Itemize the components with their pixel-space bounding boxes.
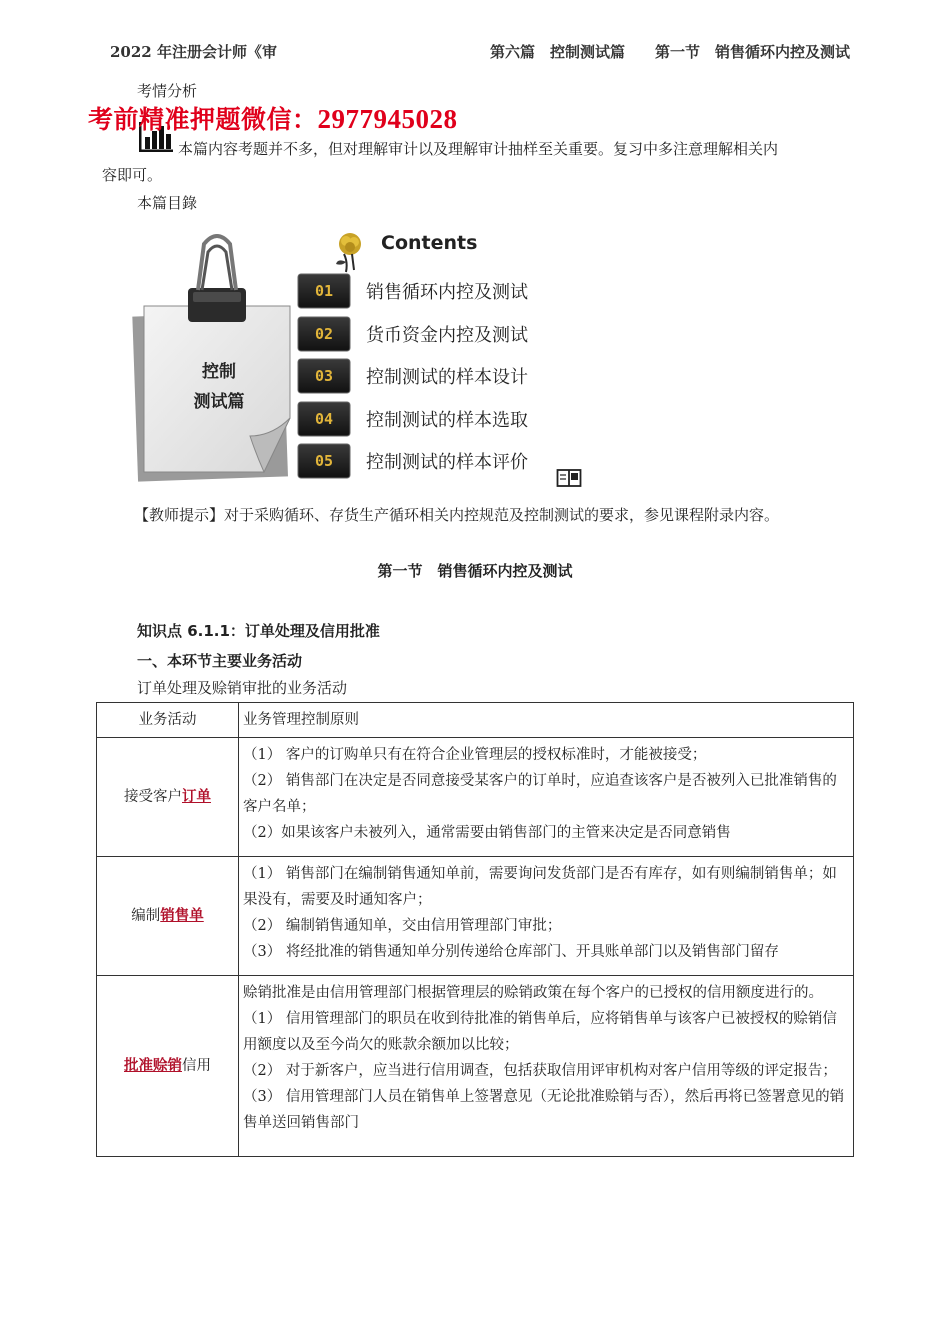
principle-line: （1） 销售部门在编制销售通知单前，需要询问发货部门是否有库存，如有则编制销售单；如果没有，需要及时通知客户； <box>243 866 837 908</box>
header-principles: 业务管理控制原则 <box>239 703 854 738</box>
toc-graphic <box>130 222 590 486</box>
activity-suffix: 信用 <box>182 1058 211 1074</box>
activity-link-sales-order[interactable]: 销售单 <box>160 907 204 924</box>
activity-link-credit-approval[interactable]: 批准赊销 <box>124 1057 182 1074</box>
principle-line: （1） 信用管理部门的职员在收到待批准的销售单后，应将销售单与该客户已被授权的赊销信用额度以及至今尚欠的账款余额加以比较； <box>243 1011 837 1053</box>
business-activity-table <box>96 702 854 1157</box>
table-caption: 订单处理及赊销审批的业务活动 <box>137 679 348 697</box>
activity-link-order[interactable]: 订单 <box>182 788 211 805</box>
toc-heading: 本篇目錄 <box>137 194 198 212</box>
section-title: 第一节 销售循环内控及测试 <box>377 562 573 580</box>
principle-line: （2）如果该客户未被列入，通常需要由销售部门的主管来决定是否同意销售 <box>243 825 731 841</box>
toc-item-5-number: 05 <box>314 452 334 470</box>
toc-card-line2: 测试篇 <box>193 392 245 412</box>
activity-prefix: 编制 <box>131 908 161 924</box>
watermark-text <box>88 100 458 136</box>
principle-line: （2） 编制销售通知单，交由信用管理部门审批； <box>243 918 562 934</box>
table-row <box>97 976 854 1157</box>
toc-card-line1: 控制 <box>202 362 236 382</box>
activity-prefix: 接受客户 <box>124 789 182 805</box>
analysis-body-line1: 本篇内容考题并不多，但对理解审计以及理解审计抽样至关重要。复习中多注意理解相关内 <box>178 140 779 158</box>
principles-cell <box>239 857 854 976</box>
toc-graphic-art <box>130 222 590 486</box>
toc-item-5-label: 控制测试的样本评价 <box>366 452 528 473</box>
toc-item-3-label: 控制测试的样本设计 <box>366 367 528 388</box>
running-header-left: 2022 年注册会计师《审 <box>110 43 277 61</box>
principle-line: （3） 信用管理部门人员在销售单上签署意见（无论批准赊销与否），然后再将已签署意见的销售单送回销售部门 <box>243 1089 845 1131</box>
toc-item-3-number: 03 <box>314 367 334 385</box>
analysis-heading: 考情分析 <box>137 82 198 100</box>
activity-cell <box>97 857 239 976</box>
watermark-number: 2977945028 <box>317 104 458 134</box>
principle-line: （2） 对于新客户，应当进行信用调查，包括获取信用评审机构对客户信用等级的评定报告； <box>243 1063 837 1079</box>
watermark-label: 考前精准押题微信： <box>88 105 318 134</box>
principles-cell <box>239 976 854 1157</box>
toc-item-4-label: 控制测试的样本选取 <box>366 410 528 431</box>
principle-line: （1） 客户的订购单只有在符合企业管理层的授权标准时，才能被接受； <box>243 747 707 763</box>
header-activity: 业务活动 <box>97 703 239 738</box>
table-row <box>97 857 854 976</box>
principle-line: （3） 将经批准的销售通知单分别传递给仓库部门、开具账单部门以及销售部门留存 <box>243 944 779 960</box>
subheading: 一、本环节主要业务活动 <box>137 652 303 670</box>
running-header <box>110 36 850 61</box>
table-row <box>97 738 854 857</box>
toc-item-2-number: 02 <box>314 325 334 343</box>
toc-card-label <box>174 357 264 417</box>
toc-item-1-label: 销售循环内控及测试 <box>366 282 528 303</box>
principle-line: 赊销批准是由信用管理部门根据管理层的赊销政策在每个客户的已授权的信用额度进行的。 <box>243 985 823 1001</box>
book-icon <box>556 468 582 488</box>
principles-cell <box>239 738 854 857</box>
analysis-body-line2: 容即可。 <box>102 166 163 184</box>
toc-item-2-label: 货币资金内控及测试 <box>366 325 528 346</box>
toc-item-4-number: 04 <box>314 410 334 428</box>
activity-cell <box>97 738 239 857</box>
principle-line: （2） 销售部门在决定是否同意接受某客户的订单时，应追查该客户是否被列入已批准销售的客户名单； <box>243 773 837 815</box>
toc-item-1-number: 01 <box>314 282 334 300</box>
knowledge-point: 知识点 6.1.1：订单处理及信用批准 <box>137 622 380 640</box>
toc-title: Contents <box>381 232 478 254</box>
teacher-tip: 【教师提示】对于采购循环、存货生产循环相关内控规范及控制测试的要求，参见课程附录内容。 <box>134 506 780 524</box>
activity-cell <box>97 976 239 1157</box>
running-header-right: 第六篇 控制测试篇 第一节 销售循环内控及测试 <box>489 43 850 61</box>
table-header-row <box>97 703 854 738</box>
